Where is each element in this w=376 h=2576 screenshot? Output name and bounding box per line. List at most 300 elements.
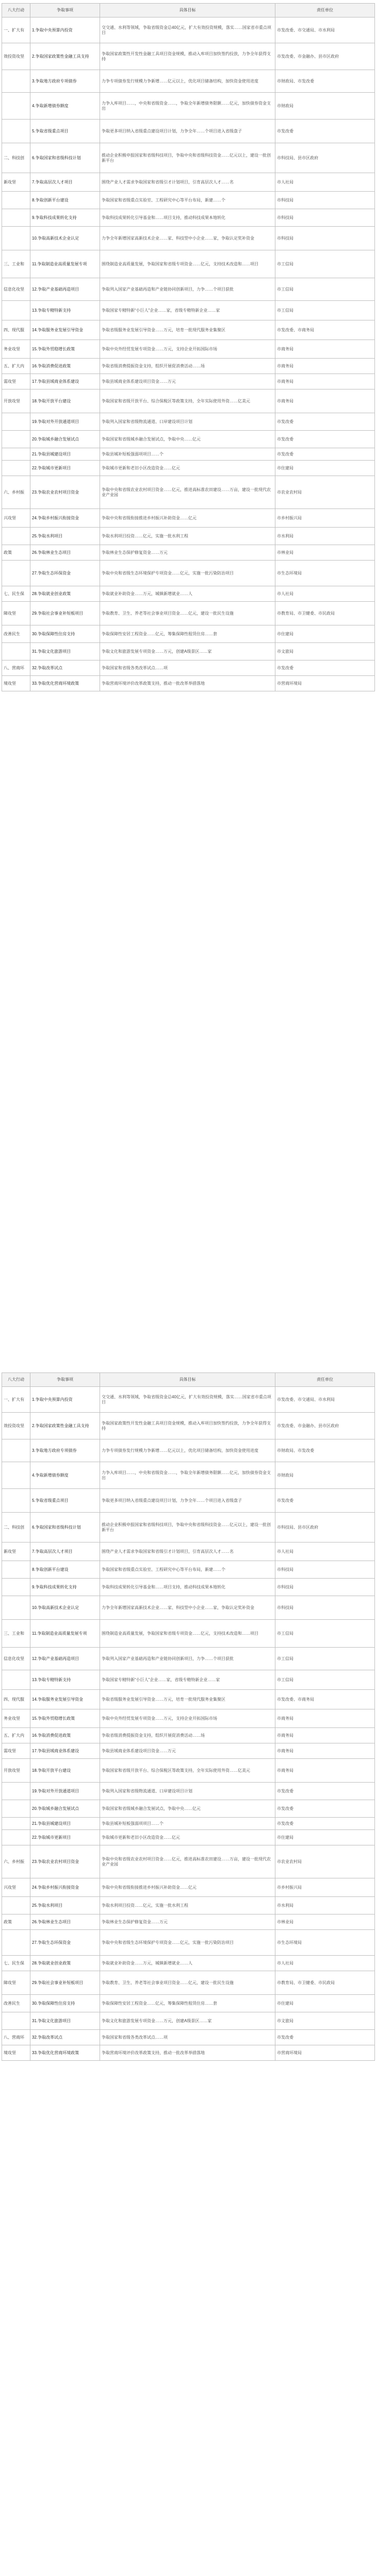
cell-unit: 市科技局、县市区政府 xyxy=(275,143,375,173)
cell-unit: 市营商环境局 xyxy=(275,676,375,691)
cell-task: 11.争取制造业高质量发展专项 xyxy=(30,1620,100,1648)
cell-measure: 争取中央和省级农业农村项目资金……亿元，推进高标准农田建设……万亩，建设一批现代农业产业园 xyxy=(100,1845,275,1878)
table-row xyxy=(2,1830,375,1845)
cell-task: 5.争取省级重点项目 xyxy=(30,120,100,143)
cell-measure: 争取中央外经贸发展专项资金……万元，支持企业开拓国际市场 xyxy=(100,340,275,359)
cell-measure: 争取省级服务业发展引导资金……万元，培育一批现代服务业集聚区 xyxy=(100,320,275,340)
cell-measure: 争取省级消费提振资金支持，组织开展促消费活动……场 xyxy=(100,1728,275,1743)
header-measure: 具体目标 xyxy=(100,1373,275,1387)
cell-unit: 市发改委 xyxy=(275,120,375,143)
cell-measure: 争取文化和旅游发展专项资金……万元，创建A级景区……家 xyxy=(100,643,275,660)
cell-measure: 争取中央和省级衔接推进乡村振兴补助资金……亿元 xyxy=(100,1878,275,1897)
table-row xyxy=(2,643,375,660)
cell-unit: 市生态环境局 xyxy=(275,1930,375,1956)
table-row xyxy=(2,509,375,528)
cell-task: 17.争取县域商业体系建设 xyxy=(30,1743,100,1759)
cell-measure: 争取省级服务业发展引导资金……万元，培育一批现代服务业集聚区 xyxy=(100,1690,275,1709)
cell-measure: 争取国家和省级开放平台、综合保税区等政策支持，全年实际使用外资……亿美元 xyxy=(100,389,275,413)
cell-measure: 争取科技成果转化引导基金和……项目支持，推动科技成果本地转化 xyxy=(100,1579,275,1596)
cell-task: 24.争取乡村振兴衔接资金 xyxy=(30,1878,100,1897)
cell-measure: 推动企业积极申报国家和省级科技项目，争取中央和省级科技资金……亿元以上，建设一批创新平台 xyxy=(100,1513,275,1543)
table-row xyxy=(2,209,375,227)
cell-unit: 市发改委、市商务局 xyxy=(275,320,375,340)
table-row xyxy=(2,143,375,173)
cell-action: 五、扩大内 xyxy=(2,1728,30,1743)
cell-task: 14.争取服务业发展引导资金 xyxy=(30,1690,100,1709)
cell-action: 四、现代服 xyxy=(2,1690,30,1709)
cell-task: 30.争取保障性住房支持 xyxy=(30,1995,100,2012)
cell-task: 16.争取消费促进政策 xyxy=(30,1728,100,1743)
cell-measure: 争取县域商业体系建设项目资金……万元 xyxy=(100,374,275,389)
table-row xyxy=(2,586,375,602)
cell-measure: 争取就业补助资金……万元，城镇新增就业……人 xyxy=(100,586,275,602)
cell-measure: 争取国家政策性开发性金融工具项目资金规模，推动入库项目加快签约投放，力争全年获得支持 xyxy=(100,43,275,70)
header-task: 争取事项 xyxy=(30,4,100,18)
table-row xyxy=(2,1413,375,1439)
cell-measure: 争取水利项目投资……亿元，实施一批水利工程 xyxy=(100,1897,275,1914)
table-row xyxy=(2,359,375,374)
cell-unit: 市农业农村局 xyxy=(275,1845,375,1878)
cell-unit: 市商务局 xyxy=(275,1759,375,1783)
cell-task: 10.争取高新技术企业认定 xyxy=(30,1596,100,1620)
cell-task: 25.争取水利项目 xyxy=(30,1897,100,1914)
table-row xyxy=(2,476,375,509)
table-row xyxy=(2,1439,375,1462)
table-row xyxy=(2,1783,375,1800)
cell-measure: 围绕产业人才需求争取国家和省级引才计划项目，引育高层次人才……名 xyxy=(100,1543,275,1561)
table-row xyxy=(2,1709,375,1728)
cell-action xyxy=(2,70,30,93)
table-row xyxy=(2,227,375,250)
cell-unit: 市科技局 xyxy=(275,209,375,227)
table-row xyxy=(2,1561,375,1579)
cell-unit: 市发改委、市交通局、市水利局 xyxy=(275,18,375,43)
table-row xyxy=(2,173,375,192)
cell-unit: 市财政局 xyxy=(275,93,375,120)
table-row xyxy=(2,1579,375,1596)
table-row xyxy=(2,192,375,209)
cell-task: 13.争取专精特新支持 xyxy=(30,301,100,320)
cell-measure: 争取更多项目纳入省级重点建设项目计划，力争全年……个项目进入省级盘子 xyxy=(100,1489,275,1513)
cell-action: 效投资攻坚 xyxy=(2,43,30,70)
table-row xyxy=(2,1387,375,1413)
cell-action: 改善民生 xyxy=(2,625,30,643)
table-row xyxy=(2,70,375,93)
cell-measure: 争取中央和省级生态环境保护专项资金……亿元，实施一批污染防治项目 xyxy=(100,1930,275,1956)
cell-task: 32.争取改革试点 xyxy=(30,2030,100,2045)
table-row xyxy=(2,1845,375,1878)
header-action: 八大行动 xyxy=(2,1373,30,1387)
cell-task: 29.争取社会事业补短板项目 xyxy=(30,602,100,625)
cell-measure: 争取保障性安居工程资金……亿元，筹集保障性租赁住房……套 xyxy=(100,625,275,643)
table-row xyxy=(2,1995,375,2012)
cell-action: 需攻坚 xyxy=(2,1743,30,1759)
cell-action: 七、民生保 xyxy=(2,586,30,602)
cell-measure: 围绕产业人才需求争取国家和省级引才计划项目，引育高层次人才……名 xyxy=(100,173,275,192)
cell-unit: 市教育局、市卫健委、市民政局 xyxy=(275,602,375,625)
cell-action: 五、扩大内 xyxy=(2,359,30,374)
cell-measure: 争取城市更新和老旧小区改造资金……亿元 xyxy=(100,1830,275,1845)
cell-action xyxy=(2,448,30,461)
cell-task: 33.争取优化营商环境政策 xyxy=(30,2045,100,2061)
cell-measure: 争取水利项目投资……亿元，实施一批水利工程 xyxy=(100,528,275,545)
cell-action: 障攻坚 xyxy=(2,1971,30,1995)
table-row xyxy=(2,1596,375,1620)
cell-action: 兴攻坚 xyxy=(2,1878,30,1897)
cell-measure: 争取城市更新和老旧小区改造资金……亿元 xyxy=(100,461,275,476)
cell-measure: 争取列入国家和省级物流通道、口岸建设项目计划 xyxy=(100,1783,275,1800)
cell-task: 11.争取制造业高质量发展专项 xyxy=(30,250,100,278)
cell-action: 兴攻坚 xyxy=(2,509,30,528)
cell-unit: 市人社局 xyxy=(275,1956,375,1971)
cell-task: 2.争取国家政策性金融工具支持 xyxy=(30,1413,100,1439)
table-row xyxy=(2,320,375,340)
cell-task: 15.争取外贸稳增长政策 xyxy=(30,340,100,359)
cell-action: 六、乡村振 xyxy=(2,1845,30,1878)
table-body xyxy=(2,18,375,691)
table-row xyxy=(2,120,375,143)
cell-action xyxy=(2,93,30,120)
cell-measure: 争取中央和省级生态环境保护专项资金……亿元，实施一批污染防治项目 xyxy=(100,561,275,586)
cell-task: 10.争取高新技术企业认定 xyxy=(30,227,100,250)
cell-action: 开放攻坚 xyxy=(2,1759,30,1783)
cell-action: 境攻坚 xyxy=(2,2045,30,2061)
cell-measure: 争取文化和旅游发展专项资金……万元，创建A级景区……家 xyxy=(100,2012,275,2030)
table-row xyxy=(2,1648,375,1670)
cell-unit: 市商务局 xyxy=(275,340,375,359)
cell-measure: 力争入库项目……，中央和省级资金……，争取全年新增债务限额……亿元，加快债券资金支出 xyxy=(100,93,275,120)
cell-measure: 争取科技成果转化引导基金和……项目支持，推动科技成果本地转化 xyxy=(100,209,275,227)
cell-measure: 争取国家和省级重点实验室、工程研究中心等平台布局，新建……个 xyxy=(100,1561,275,1579)
task-table-repeat xyxy=(2,1372,375,2061)
cell-measure: 争取更多项目纳入省级重点建设项目计划，力争全年……个项目进入省级盘子 xyxy=(100,120,275,143)
cell-unit: 市教育局、市卫健委、市民政局 xyxy=(275,1971,375,1995)
cell-unit: 市财政局、市发改委 xyxy=(275,1439,375,1462)
table-row xyxy=(2,1897,375,1914)
table-row xyxy=(2,340,375,359)
cell-action xyxy=(2,1783,30,1800)
cell-task: 29.争取社会事业补短板项目 xyxy=(30,1971,100,1995)
cell-task: 28.争取就业创业政策 xyxy=(30,1956,100,1971)
cell-unit: 市科技局 xyxy=(275,1561,375,1579)
cell-action xyxy=(2,192,30,209)
cell-unit: 市工信局 xyxy=(275,301,375,320)
table-row xyxy=(2,1690,375,1709)
cell-unit: 市工信局 xyxy=(275,1620,375,1648)
cell-unit: 市商务局 xyxy=(275,389,375,413)
cell-unit: 市乡村振兴局 xyxy=(275,509,375,528)
cell-task: 4.争取新增债券额度 xyxy=(30,1462,100,1489)
table-row xyxy=(2,1914,375,1930)
cell-measure: 争取国家政策性开发性金融工具项目资金规模，推动入库项目加快签约投放，力争全年获得支持 xyxy=(100,1413,275,1439)
cell-unit: 市工信局 xyxy=(275,1648,375,1670)
cell-task: 20.争取城乡融合发展试点 xyxy=(30,1800,100,1818)
cell-task: 23.争取农业农村项目资金 xyxy=(30,476,100,509)
task-table xyxy=(2,3,375,691)
table-row xyxy=(2,2012,375,2030)
cell-measure: 力争专项债券发行规模力争新增……亿元以上，优化项目储备结构，加快资金使用进度 xyxy=(100,1439,275,1462)
cell-unit: 市发改委 xyxy=(275,660,375,676)
cell-action: 三、工业和 xyxy=(2,1620,30,1648)
cell-task: 30.争取保障性住房支持 xyxy=(30,625,100,643)
cell-task: 15.争取外贸稳增长政策 xyxy=(30,1709,100,1728)
cell-measure: 争取就业补助资金……万元，城镇新增就业……人 xyxy=(100,1956,275,1971)
cell-measure: 围绕制造业高质量发展，争取国家和省级专项资金……亿元，支持技术改造和……项目 xyxy=(100,250,275,278)
cell-action xyxy=(2,461,30,476)
cell-measure: 争取国家和省级开放平台、综合保税区等政策支持，全年实际使用外资……亿美元 xyxy=(100,1759,275,1783)
cell-measure: 力争全年新增国家高新技术企业……家、科技型中小企业……家，争取认定奖补资金 xyxy=(100,227,275,250)
table-row xyxy=(2,2030,375,2045)
cell-unit: 市商务局 xyxy=(275,1709,375,1728)
cell-unit: 市发改委 xyxy=(275,1818,375,1830)
cell-unit: 市财政局 xyxy=(275,1462,375,1489)
cell-action xyxy=(2,1579,30,1596)
cell-measure: 力争专项债券发行规模力争新增……亿元以上，优化项目储备结构，加快资金使用进度 xyxy=(100,70,275,93)
cell-unit: 市发改委 xyxy=(275,1783,375,1800)
table-row xyxy=(2,1878,375,1897)
table-row xyxy=(2,389,375,413)
cell-task: 17.争取县域商业体系建设 xyxy=(30,374,100,389)
cell-measure: 争取列入国家产业基础再造和产业链协同创新项目，力争……个项目获批 xyxy=(100,1648,275,1670)
cell-action: 新攻坚 xyxy=(2,1543,30,1561)
cell-measure: 争取国家专精特新“小巨人”企业……家，省级专精特新企业……家 xyxy=(100,1670,275,1690)
cell-task: 20.争取城乡融合发展试点 xyxy=(30,431,100,448)
table-header-row xyxy=(2,1373,375,1387)
cell-measure: 争取国家和省级城乡融合发展试点，争取中央……亿元 xyxy=(100,1800,275,1818)
cell-unit: 市乡村振兴局 xyxy=(275,1878,375,1897)
cell-task: 21.争取县城建设项目 xyxy=(30,1818,100,1830)
cell-action: 四、现代服 xyxy=(2,320,30,340)
cell-action: 三、工业和 xyxy=(2,250,30,278)
cell-unit: 市发改委、市商务局 xyxy=(275,1690,375,1709)
cell-task: 16.争取消费促进政策 xyxy=(30,359,100,374)
cell-action: 政策 xyxy=(2,1914,30,1930)
cell-action xyxy=(2,1670,30,1690)
cell-task: 8.争取创新平台建设 xyxy=(30,1561,100,1579)
table-row xyxy=(2,625,375,643)
cell-task: 22.争取城市更新项目 xyxy=(30,461,100,476)
table-row xyxy=(2,561,375,586)
cell-unit: 市水利局 xyxy=(275,1897,375,1914)
table-row xyxy=(2,545,375,561)
cell-task: 6.争取国家和省级科技计划 xyxy=(30,143,100,173)
cell-action xyxy=(2,1818,30,1830)
cell-measure: 交交通、水利等领域，争取省级资金总40亿元，扩大有效投资规模，落实……国家省市重点项目 xyxy=(100,18,275,43)
cell-measure: 争取县城补短板强弱项项目……个 xyxy=(100,1818,275,1830)
cell-unit: 市工信局 xyxy=(275,1670,375,1690)
cell-action: 二、科技创 xyxy=(2,1513,30,1543)
cell-unit: 市发改委、市交通局、市水利局 xyxy=(275,1387,375,1413)
cell-task: 26.争取林业生态项目 xyxy=(30,1914,100,1930)
cell-action xyxy=(2,227,30,250)
cell-task: 7.争取高层次人才项目 xyxy=(30,1543,100,1561)
table-row xyxy=(2,676,375,691)
table-body-repeat xyxy=(2,1387,375,2061)
table-row xyxy=(2,1956,375,1971)
cell-action: 改善民生 xyxy=(2,1995,30,2012)
header-task: 争取事项 xyxy=(30,1373,100,1387)
cell-task: 7.争取高层次人才项目 xyxy=(30,173,100,192)
header-measure: 具体目标 xyxy=(100,4,275,18)
cell-measure: 争取保障性安居工程资金……亿元，筹集保障性租赁住房……套 xyxy=(100,1995,275,2012)
table-row xyxy=(2,250,375,278)
cell-measure: 争取国家和省级各类改革试点……项 xyxy=(100,660,275,676)
cell-unit: 市文旅局 xyxy=(275,2012,375,2030)
cell-unit: 市发改委 xyxy=(275,448,375,461)
cell-action xyxy=(2,1897,30,1914)
cell-unit: 市营商环境局 xyxy=(275,2045,375,2061)
cell-task: 24.争取乡村振兴衔接资金 xyxy=(30,509,100,528)
cell-task: 32.争取改革试点 xyxy=(30,660,100,676)
table-header-row xyxy=(2,4,375,18)
table-row xyxy=(2,2045,375,2061)
cell-task: 1.争取中央预算内投资 xyxy=(30,1387,100,1413)
cell-action: 新攻坚 xyxy=(2,173,30,192)
table-row xyxy=(2,1743,375,1759)
cell-action: 务业攻坚 xyxy=(2,340,30,359)
cell-action xyxy=(2,209,30,227)
cell-task: 2.争取国家政策性金融工具支持 xyxy=(30,43,100,70)
cell-unit: 市住建局 xyxy=(275,461,375,476)
table-row xyxy=(2,278,375,301)
cell-measure: 争取教育、卫生、养老等社会事业项目资金……亿元，建设一批民生设施 xyxy=(100,1971,275,1995)
cell-task: 31.争取文化旅游项目 xyxy=(30,643,100,660)
cell-unit: 市商务局 xyxy=(275,1728,375,1743)
cell-unit: 市发改委 xyxy=(275,413,375,431)
cell-task: 1.争取中央预算内投资 xyxy=(30,18,100,43)
cell-measure: 争取列入国家和省级物流通道、口岸建设项目计划 xyxy=(100,413,275,431)
cell-task: 5.争取省级重点项目 xyxy=(30,1489,100,1513)
cell-task: 3.争取地方政府专项债券 xyxy=(30,70,100,93)
cell-action xyxy=(2,561,30,586)
cell-action xyxy=(2,1439,30,1462)
cell-task: 23.争取农业农村项目资金 xyxy=(30,1845,100,1878)
cell-unit: 市人社局 xyxy=(275,1543,375,1561)
cell-measure: 争取列入国家产业基础再造和产业链协同创新项目，力争……个项目获批 xyxy=(100,278,275,301)
cell-action: 效投资攻坚 xyxy=(2,1413,30,1439)
table-row xyxy=(2,301,375,320)
cell-action xyxy=(2,643,30,660)
cell-action: 八、营商环 xyxy=(2,660,30,676)
table-row xyxy=(2,1728,375,1743)
cell-action: 信息化攻坚 xyxy=(2,278,30,301)
cell-action: 八、营商环 xyxy=(2,2030,30,2045)
header-unit: 责任单位 xyxy=(275,4,375,18)
cell-unit: 市住建局 xyxy=(275,625,375,643)
table-row xyxy=(2,660,375,676)
cell-measure: 争取林业生态保护修复资金……万元 xyxy=(100,1914,275,1930)
table-row xyxy=(2,1543,375,1561)
cell-unit: 市发改委 xyxy=(275,1489,375,1513)
cell-unit: 市生态环境局 xyxy=(275,561,375,586)
cell-unit: 市科技局 xyxy=(275,1579,375,1596)
cell-unit: 市文旅局 xyxy=(275,643,375,660)
cell-unit: 市科技局、县市区政府 xyxy=(275,1513,375,1543)
cell-measure: 争取中央外经贸发展专项资金……万元，支持企业开拓国际市场 xyxy=(100,1709,275,1728)
cell-action xyxy=(2,1561,30,1579)
cell-measure: 争取教育、卫生、养老等社会事业项目资金……亿元，建设一批民生设施 xyxy=(100,602,275,625)
cell-action: 需攻坚 xyxy=(2,374,30,389)
cell-action xyxy=(2,1830,30,1845)
cell-task: 4.争取新增债券额度 xyxy=(30,93,100,120)
cell-action xyxy=(2,2012,30,2030)
cell-action xyxy=(2,431,30,448)
cell-unit: 市科技局 xyxy=(275,192,375,209)
table-row xyxy=(2,1759,375,1783)
cell-action: 信息化攻坚 xyxy=(2,1648,30,1670)
cell-action: 一、扩大有 xyxy=(2,1387,30,1413)
table-row xyxy=(2,1930,375,1956)
cell-measure: 争取省级消费提振资金支持，组织开展促消费活动……场 xyxy=(100,359,275,374)
header-unit: 责任单位 xyxy=(275,1373,375,1387)
cell-measure: 争取中央和省级衔接推进乡村振兴补助资金……亿元 xyxy=(100,509,275,528)
table-row xyxy=(2,1489,375,1513)
cell-unit: 市发改委、市金融办、县市区政府 xyxy=(275,1413,375,1439)
cell-unit: 市住建局 xyxy=(275,1995,375,2012)
table-row xyxy=(2,528,375,545)
cell-measure: 争取中央和省级农业农村项目资金……亿元，推进高标准农田建设……万亩，建设一批现代农业产业园 xyxy=(100,476,275,509)
cell-unit: 市财政局、市发改委 xyxy=(275,70,375,93)
cell-unit: 市发改委 xyxy=(275,431,375,448)
table-row xyxy=(2,1513,375,1543)
cell-action: 六、乡村振 xyxy=(2,476,30,509)
cell-action: 七、民生保 xyxy=(2,1956,30,1971)
cell-unit: 市林业局 xyxy=(275,1914,375,1930)
table-row xyxy=(2,1800,375,1818)
cell-measure: 力争入库项目……，中央和省级资金……，争取全年新增债务限额……亿元，加快债券资金支出 xyxy=(100,1462,275,1489)
table-row xyxy=(2,93,375,120)
cell-task: 22.争取城市更新项目 xyxy=(30,1830,100,1845)
cell-task: 9.争取科技成果转化支持 xyxy=(30,1579,100,1596)
cell-measure: 推动企业积极申报国家和省级科技项目，争取中央和省级科技资金……亿元以上，建设一批创新平台 xyxy=(100,143,275,173)
cell-unit: 市商务局 xyxy=(275,1743,375,1759)
table-row xyxy=(2,413,375,431)
cell-measure: 争取县城补短板强弱项项目……个 xyxy=(100,448,275,461)
cell-measure: 争取国家和省级重点实验室、工程研究中心等平台布局，新建……个 xyxy=(100,192,275,209)
cell-unit: 市水利局 xyxy=(275,528,375,545)
cell-measure: 围绕制造业高质量发展，争取国家和省级专项资金……亿元，支持技术改造和……项目 xyxy=(100,1620,275,1648)
cell-unit: 市发改委、市金融办、县市区政府 xyxy=(275,43,375,70)
cell-task: 14.争取服务业发展引导资金 xyxy=(30,320,100,340)
cell-task: 18.争取开放平台建设 xyxy=(30,1759,100,1783)
table-row xyxy=(2,1620,375,1648)
cell-measure: 力争全年新增国家高新技术企业……家、科技型中小企业……家，争取认定奖补资金 xyxy=(100,1596,275,1620)
cell-action xyxy=(2,120,30,143)
cell-unit: 市发改委 xyxy=(275,1800,375,1818)
cell-measure: 争取国家和省级城乡融合发展试点，争取中央……亿元 xyxy=(100,431,275,448)
table-row xyxy=(2,374,375,389)
cell-task: 13.争取专精特新支持 xyxy=(30,1670,100,1690)
cell-unit: 市商务局 xyxy=(275,359,375,374)
cell-action: 政策 xyxy=(2,545,30,561)
cell-unit: 市工信局 xyxy=(275,250,375,278)
table-row xyxy=(2,1971,375,1995)
cell-unit: 市发改委 xyxy=(275,2030,375,2045)
cell-measure: 争取营商环境评价改革政策支持，推动一批改革举措落地 xyxy=(100,2045,275,2061)
cell-task: 26.争取林业生态项目 xyxy=(30,545,100,561)
cell-task: 19.争取对外开放通道项目 xyxy=(30,413,100,431)
cell-unit: 市商务局 xyxy=(275,374,375,389)
cell-task: 33.争取优化营商环境政策 xyxy=(30,676,100,691)
cell-task: 12.争取产业基础再造项目 xyxy=(30,278,100,301)
table-row xyxy=(2,18,375,43)
table-row xyxy=(2,1462,375,1489)
cell-action xyxy=(2,1930,30,1956)
cell-task: 12.争取产业基础再造项目 xyxy=(30,1648,100,1670)
cell-task: 19.争取对外开放通道项目 xyxy=(30,1783,100,1800)
cell-measure: 交交通、水利等领域，争取省级资金总40亿元，扩大有效投资规模，落实……国家省市重点项目 xyxy=(100,1387,275,1413)
cell-unit: 市科技局 xyxy=(275,227,375,250)
